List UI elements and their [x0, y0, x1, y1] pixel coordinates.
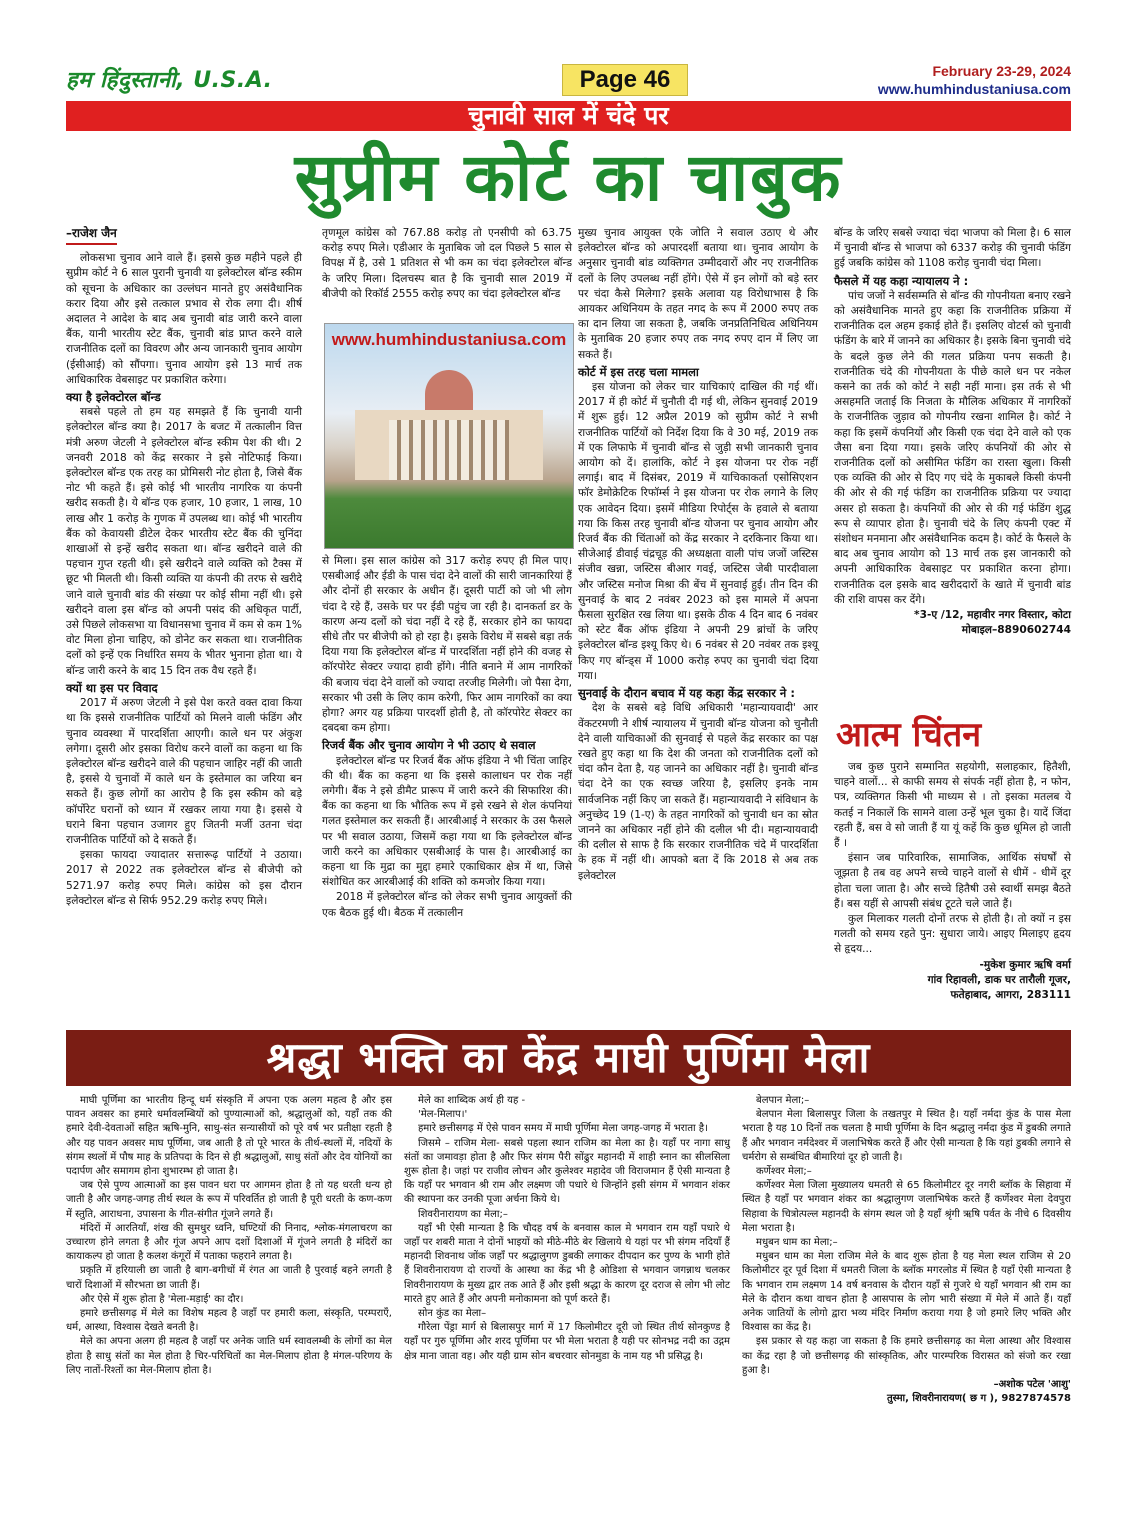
subheading: क्या है इलेक्टोरल बॉन्ड [66, 390, 161, 405]
subheading: क्यों था इस पर विवाद [66, 680, 158, 695]
paragraph: यहाँ भी ऐसी मान्यता है कि चौदह वर्ष के बनवास काल मे भगवान राम यहाँ पधारे थे जहाँ पर शबरी माता ने दोनों भाइयों को मीठे-मीठे बेर खिलाये थे यहां पर भी संगम नदियाँ हैं महानदी शिवनाथ जोंक जहाँ पर श्रद्धालुगण डुबकी लगाकर दीपदान कर पुण्य के भागी होते हैं शिवरीनारायण दो राज्यों के आस्था का केंद्र भी है ओडिशा से भगवान जगन्नाथ चलकर शिवरीनारायण के मुख्य द्वार तक आते हैं और इसी श्रद्धा के कारण दूर दराज से लोग भी लोट मारते हुए आते हैं और अपनी मनोकामना को पूर्ण करते हैं। [404, 1222, 730, 1305]
masthead [66, 60, 1071, 100]
article1-author: –राजेश जैन [66, 226, 117, 245]
paragraph: और ऐसे में शुरू होता है 'मेला-मड़ाई' का दौर। [80, 1293, 244, 1305]
atma-address-line-1: गांव रिहावली, डाक घर तारौली गूजर, [927, 973, 1071, 986]
paragraph: सबसे पहले तो हम यह समझते हैं कि चुनावी यानी इलेक्टोरल बॉन्ड क्या है। 2017 के बजट में तत्कालीन वित्त मंत्री अरुण जेटली ने इलेक्टोरल बॉन्ड स्कीम पेश की थी। 2 जनवरी 2018 को केंद्र सरकार ने इसे नोटिफाई किया। इलेक्टोरल बॉन्ड एक तरह का प्रोमिसरी नोट होता है, जिसे बैंक नोट भी कहते हैं। इसे कोई भी भारतीय नागरिक या कंपनी खरीद सकती है। ये बॉन्ड एक हजार, 10 हजार, 1 लाख, 10 लाख और 1 करोड़ के गुणक में उपलब्ध था। कोई भी भारतीय बैंक को केवायसी डीटेल देकर भारतीय स्टेट बैंक की चुनिंदा शाखाओं से इन्हें खरीद सकता था। बॉन्ड खरीदने वाले की पहचान गुप्त रहती थी। इसे खरीदने वाले व्यक्ति को टैक्स में छूट भी मिलती थी। किसी व्यक्ति या कंपनी की तरफ से खरीदे जाने वाले चुनावी बांड की संख्या पर कोई सीमा नहीं थी। इसे खरीदने वाला इस बॉन्ड को अपनी पसंद की अधिकृत पार्टी, उसे पिछले लोकसभा या विधानसभा चुनाव में कम से कम 1% वोट मिला होना चाहिए, को डोनेट कर सकता था। राजनीतिक दलों को इन्हें एक निर्धारित समय के भीतर भुनाना होता था। ये बॉन्ड जारी करने के बाद 15 दिन तक वैध रहते हैं। [66, 406, 302, 677]
paragraph: मंदिरों में आरतियाँ, शंख की सुमधुर ध्वनि, घण्टियों की निनाद, श्लोक-मंगलाचरण का उच्चारण होने लगता है और गूंज अपने आप दशों दिशाओं में गूंजने लगती है मंदिरों का कायाकल्प हो जाता है कलश कंगूरों में पताका फहराने लगता है। [66, 1222, 392, 1263]
article1-column-2-lower [322, 554, 572, 921]
main-headline: सुप्रीम कोर्ट का चाबुक [294, 139, 843, 216]
paragraph: मधुबन धाम का मेला राजिम मेले के बाद शुरू होता है यह मेला स्थल राजिम से 20 किलोमीटर दूर पूर्व दिशा में धमतरी जिला के ब्लॉक मगरलोड में स्थित है यहाँ ऐसी मान्यता है कि भगवान राम लक्ष्मण 14 वर्ष बनवास के दौरान यहाँ से गुजरे थे यहाँ भगवान श्री राम का मेले के दौरान कथा वाचन होता है आसपास के लोग भारी संख्या में मेले में आते हैं। यहाँ अनेक जातियों के लोगो द्वारा भव्य मंदिर निर्माण कराया गया है जो हमारे लिए भक्ति और विश्वास का केंद्र है। [742, 1251, 1071, 1334]
article1-address: *3-ए /12, महावीर नगर विस्तार, कोटा [914, 609, 1071, 622]
paragraph: इस प्रकार से यह कहा जा सकता है कि हमारे छत्तीसगढ़ का मेला आस्था और विश्वास का केंद्र रहा है जो छत्तीसगढ़ की सांस्कृतिक, और पारम्परिक विरासत को संजो कर रखा हुआ है। [742, 1336, 1071, 1376]
issue-date: February 23-29, 2024 [932, 63, 1071, 79]
paragraph: 'मेल-मिलाप।' [418, 1109, 468, 1121]
paragraph: मेले का अपना अलग ही महत्व है जहाँ पर अनेक जाति धर्म स्वावलम्बी के लोगों का मेल होता है साधु संतों का मेल होता है चिर-परिचितों का मेल-मिलाप होता है मंगल-परिणय के लिए नातों-रिश्तों का मेल-मिलाप होता है। [66, 1336, 392, 1376]
paragraph: लोकसभा चुनाव आने वाले हैं। इससे कुछ महीने पहले ही सुप्रीम कोर्ट ने 6 साल पुरानी चुनावी या इलेक्टोरल बॉन्ड स्कीम को सूचना के अधिकार का उल्लंघन मानते हुए असंवैधानिक करार दिया और इसे तत्काल प्रभाव से रोक लगा दी। शीर्ष अदालत ने आदेश के बाद अब चुनावी बांड जारी करने वाला बैंक, यानी भारतीय स्टेट बैंक, चुनावी बांड प्राप्त करने वाले राजनीतिक दलों का विवरण और अन्य जानकारी चुनाव आयोग (ईसीआई) को सौंपगा। चुनाव आयोग इसे 13 मार्च तक आधिकारिक वेबसाइट पर प्रकाशित करेगा। [66, 252, 302, 386]
paragraph: हमारे छत्तीसगढ़ में ऐसे पावन समय में माघी पूर्णिमा मेला जगह-जगह में भराता है। [418, 1123, 708, 1135]
paragraph: बेलपान मेला;– [756, 1095, 810, 1106]
article1-column-3 [578, 226, 818, 884]
paragraph: देश के सबसे बड़े विधि अधिकारी 'महान्यायवादी' आर वेंकटरमणी ने शीर्ष न्यायालय में चुनावी बॉन्ड योजना को चुनौती देने वाली याचिकाओं की सुनवाई से पहले केंद्र सरकार का पक्ष रखते हुए कहा था कि देश की जनता को राजनीतिक दलों को चंदा कौन देता है, यह जानने का अधिकार नहीं है। चुनावी बॉन्ड चंदा देने का एक स्वच्छ जरिया है, इसलिए इनके नाम सार्वजनिक नहीं किए जा सकते हैं। महान्यायवादी ने संविधान के अनुच्छेद 19 (1-ए) के तहत नागरिकों को चुनावी धन का स्रोत जानने का अधिकार नहीं होने की दलील भी दी। महान्यायवादी की दलील से साफ है कि सरकार राजनीतिक चंदे में पारदर्शिता के हक में नहीं थी। आपको बता दें कि 2018 से अब तक इलेक्टोरल [578, 702, 818, 882]
paragraph: मेले का शाब्दिक अर्थ ही यह - [418, 1095, 526, 1106]
paragraph: इस योजना को लेकर चार याचिकाएं दाखिल की गई थीं। 2017 में ही कोर्ट में चुनौती दी गई थी, लेकिन सुनवाई 2019 में शुरू हुई। 12 अप्रैल 2019 को सुप्रीम कोर्ट ने सभी राजनीतिक पार्टियों को निर्देश दिया कि वे 30 मई, 2019 तक में एक लिफाफे में चुनावी बॉन्ड से जुड़ी सभी जानकारी चुनाव आयोग को दें। हालांकि, कोर्ट ने इस योजना पर रोक नहीं लगाई। बाद में दिसंबर, 2019 में याचिकाकर्ता एसोसिएशन फॉर डेमोक्रेटिक रिफॉर्म्स ने इस योजना पर रोक लगाने के लिए एक आवेदन दिया। इसमें मीडिया रिपोर्ट्स के हवाले से बताया गया कि किस तरह चुनावी बॉन्ड योजना पर चुनाव आयोग और रिजर्व बैंक की चिंताओं को केंद्र सरकार ने दरकिनार किया था। सीजेआई डीवाई चंद्रचूड़ की अध्यक्षता वाली पांच जजों जस्टिस संजीव खन्ना, जस्टिस बीआर गवई, जस्टिस जेबी पारदीवाला और जस्टिस मनोज मिश्रा की बेंच में सुनवाई हुई। तीन दिन की सुनवाई के बाद 2 नवंबर 2023 को इस मामले में अपना फैसला सुरक्षित रख लिया था। इसके ठीक 4 दिन बाद 6 नवंबर को स्टेट बैंक ऑफ इंडिया ने अपनी 29 ब्रांचों के जरिए इलेक्टोरल बॉन्ड इश्यू किए थे। 6 नवंबर से 20 नवंबर तक इश्यू किए गए बॉन्ड्स में 1000 करोड़ रुपए का चुनावी चंदा दिया गया। [578, 381, 818, 682]
subheading: फैसले में यह कहा न्यायालय ने : [834, 273, 969, 288]
article2-address: तुस्मा, शिवरीनारायण( छ ग ), 9827874578 [886, 1393, 1071, 1405]
paragraph: इलेक्टोरल बॉन्ड पर रिजर्व बैंक ऑफ इंडिया ने भी चिंता जाहिर की थी। बैंक का कहना था कि इससे कालाधन पर रोक नहीं लगेगी। बैंक ने इसे डीमैट प्रारूप में जारी करने की सिफारिश की। बैंक का कहना था कि भौतिक रूप में इसे रखने से शेल कंपनियां गलत इस्तेमाल कर सकती हैं। आरबीआई ने सरकार के उस फैसले पर भी सवाल उठाया, जिसमें कहा गया था कि इलेक्टोरल बॉन्ड जारी करने का अधिकार एसबीआई के पास है। आरबीआई का कहना था कि मुद्रा का मुद्दा हमारे एकाधिकार क्षेत्र में था, जिसे संशोधित कर आरबीआई की शक्ति को कमजोर किया गया। [322, 754, 572, 889]
paragraph: 2017 में अरुण जेटली ने इसे पेश करते वक्त दावा किया था कि इससे राजनीतिक पार्टियों को मिलने वाली फंडिंग और चुनाव व्यवस्था में पारदर्शिता आएगी। काले धन पर अंकुश लगेगा। दूसरी ओर इसका विरोध करने वालों का कहना था कि इलेक्टोरल बॉन्ड खरीदने वाले की पहचान जाहिर नहीं की जाती है, इससे ये चुनावों में काले धन के इस्तेमाल का जरिया बन सकते हैं। कुछ लोगों का आरोप है कि इस स्कीम को बड़े कॉर्पोरेट घरानों को ध्यान में रखकर लाया गया है। इससे ये घराने बिना पहचान उजागर हुए जितनी मर्जी उतना चंदा राजनीतिक पार्टियों को दे सकते हैं। [66, 697, 302, 846]
article2-column-3 [742, 1094, 1071, 1406]
paragraph: बॉन्ड के जरिए सबसे ज्यादा चंदा भाजपा को मिला है। 6 साल में चुनावी बॉन्ड से भाजपा को 6337 करोड़ की चुनावी फंडिंग हुई जबकि कांग्रेस को 1108 करोड़ चुनावी चंदा मिला। [834, 227, 1071, 270]
paragraph: मधुबन धाम का मेला;– [756, 1237, 838, 1249]
article1-mobile: मोबाइल–8890602744 [961, 624, 1071, 637]
paragraph: जब कुछ पुराने सम्मानित सहयोगी, सलाहकार, हितैशी, चाहने वालों... से काफी समय से संपर्क नहीं होता है, न फोन, पत्र, व्यक्तिगत किसी भी माध्यम से । तो इसका मतलब ये कतई न निकालें कि सामने वाला उन्हें भूल चुका है। यादें जिंदा रहती हैं, बस वे सो जाती हैं या यूं कहें कि कुछ धूमिल हो जाती हैं । [834, 761, 1071, 850]
atma-address-line-2: फतेहाबाद, आगरा, 283111 [950, 989, 1071, 1002]
paragraph: 2018 में इलेक्टोरल बॉन्ड को लेकर सभी चुनाव आयुक्तों की एक बैठक हुई थी। बैठक में तत्कालीन [322, 891, 572, 919]
paragraph: तृणमूल कांग्रेस को 767.88 करोड़ तो एनसीपी को 63.75 करोड़ रुपए मिले। एडीआर के मुताबिक जो दल पिछले 5 साल से विपक्ष में है, उसे 1 प्रतिशत से भी कम का चंदा इलेक्टोरल बॉन्ड के जरिए मिला। दिलचस्प बात है कि चुनावी साल 2019 में बीजेपी को रिकॉर्ड 2555 करोड़ रुपए का चंदा इलेक्टोरल बॉन्ड [322, 227, 572, 300]
atma-chintan-body [834, 760, 1071, 1003]
paragraph: इंसान जब पारिवारिक, सामाजिक, आर्थिक संघर्षों से जूझता है तब वह अपने सच्चे चाहने वालों से धीमें - धीमें दूर होता चला जाता है। और सच्चे हितैषी उसे स्वार्थी समझ बैठते हैं। बस यहीं से आपसी संबंध टूटते चले जाते हैं। [834, 852, 1071, 910]
paragraph: इसका फायदा ज्यादातर सत्तारूढ़ पार्टियों ने उठाया। 2017 से 2022 तक इलेक्टोरल बॉन्ड से बीजेपी को 5271.97 करोड़ रुपए मिले। कांग्रेस को इस दौरान इलेक्टोरल बॉन्ड से सिर्फ 952.29 करोड़ रुपए मिले। [66, 849, 302, 907]
kicker-banner: चुनावी साल में चंदे पर [66, 101, 1071, 131]
article1-column-4 [834, 226, 1071, 638]
dome-shape [425, 370, 473, 410]
article1-column-2 [322, 226, 572, 302]
brand-logo: हम हिंदुस्तानी, U.S.A. [66, 68, 273, 93]
subheading: सुनवाई के दौरान बचाव में यह कहा केंद्र सरकार ने : [578, 686, 795, 701]
website-link[interactable]: www.humhindustaniusa.com [877, 81, 1071, 97]
paragraph: कुल मिलाकर गलती दोनों तरफ से होती है। तो क्यों न इस गलती को समय रहते पुन: सुधारा जाये। आइए मिलाइए हृदय से हृदय... [834, 913, 1071, 956]
paragraph: से मिला। इस साल कांग्रेस को 317 करोड़ रुपए ही मिल पाए। एसबीआई और ईडी के पास चंदा देने वालों की सारी जानकारियां हैं और दोनों ही सरकार के अधीन हैं। दूसरी पार्टी को जो भी लोग चंदा दे रहे हैं, उसके घर पर ईडी पहुंच जा रही है। दानकर्ता डर के कारण अन्य दलों को चंदा नहीं दे रहे हैं, सरकार होने का फायदा सीधे तौर पर बीजेपी को हो रहा है। इसके विरोध में सबसे बड़ा तर्क दिया गया कि इलेक्टोरल बॉन्ड में पारदर्शिता नहीं होने की वजह से कॉरपोरेट सेक्टर ज्यादा हावी होंगे। नीति बनाने में आम नागरिकों की बजाय चंदा देने वालों को ज्यादा तरजीह मिलेगी। जो पैसा देगा, सरकार भी उसी के लिए काम करेगी, फिर आम नागरिकों का क्या होगा? अगर यह प्रक्रिया पारदर्शी होती है, तो कॉरपोरेट सेक्टर का दबदबा कम होगा। [322, 555, 572, 735]
subheading: कोर्ट में इस तरह चला मामला [578, 364, 699, 379]
paragraph: जब ऐसे पुण्य आत्माओं का इस पावन धरा पर आगमन होता है तो यह धरती धन्य हो जाती है और जगह-जगह तीर्थ स्थल के रूप में परिवर्तित हो जाती है पूरी धरती के कण-कण में स्तुति, आराधना, उपासना के गीत-संगीत गूंजने लगते हैं। [66, 1180, 392, 1220]
paragraph: गौरेला पेंड्रा मार्ग से बिलासपुर मार्ग में 17 किलोमीटर दूरी जो स्थित तीर्थ सोनकुण्ड है यहाँ पर गुरु पूर्णिमा और शरद पूर्णिमा पर भी मेला भराता है यही पर सोनभद्र नदी का उद्गम क्षेत्र माना जाता वह। और यही ग्राम सोन बचरवार सोनमुडा के नाम यह भी प्रसिद्ध है। [404, 1322, 730, 1362]
page-number: Page 46 [562, 64, 688, 96]
paragraph: पांच जजों ने सर्वसम्मति से बॉन्ड की गोपनीयता बनाए रखने को असंवैधानिक मानते हुए कहा कि राजनीतिक प्रक्रिया में राजनीतिक दल अहम इकाई होते हैं। इसलिए वोटर्स को चुनावी फंडिंग के बारे में जानने का अधिकार है। इसके बिना चुनावी चंदे के बदले कुछ लेने की गलत प्रक्रिया पनप सकती है। राजनीतिक चंदे की गोपनीयता के पीछे काले धन पर नकेल कसने का तर्क को कोर्ट ने सही नहीं माना। इस तर्क से भी असहमति जताई कि निजता के मौलिक अधिकार में नागरिकों के राजनीतिक जुड़ाव को गोपनीय रखना शामिल है। कोर्ट ने कहा कि इसमें कंपनियों और किसी एक चंदा देने वाले को एक जैसा बना दिया गया। इसके जरिए कंपनियों की ओर से राजनीतिक दलों को असीमित फंडिंग का रास्ता खुला। किसी एक व्यक्ति की ओर से दिए गए चंदे के मुकाबले किसी कंपनी की ओर से की गई फंडिंग का राजनीतिक प्रक्रिया पर ज्यादा असर हो सकता है। कंपनियों की ओर से की गई फंडिंग शुद्ध रूप से व्यापार होता है। चुनावी चंदे के लिए कंपनी एक्ट में संशोधन मनमाना और असंवैधानिक कदम है। कोर्ट के फैसले के बाद अब चुनाव आयोग को 13 मार्च तक इस जानकारी को अपनी आधिकारिक वेबसाइट पर प्रकाशित करना होगा। राजनीतिक दल इसके बाद खरीददारों के खाते में चुनावी बांड की राशि वापस कर देंगे। [834, 289, 1071, 606]
paragraph: माघी पूर्णिमा का भारतीय हिन्दू धर्म संस्कृति में अपना एक अलग महत्व है और इस पावन अवसर का हमारे धर्मावलम्बियों को पुण्यात्माओं को, श्रद्धालुओं को, यहाँ तक की हमारे देवी-देवताओं सहित ऋषि-मुनि, साधु-संत सन्यासीयों को पूरे वर्ष भर प्रतीक्षा रहती है और यह पावन अवसर माघ पूर्णिमा, जब आती है तो पूरे भारत के तीर्थ-स्थलों में, नदियों के संगम स्थलों में पौष माह के प्रतिपदा के दिन से ही श्रद्धालुओं, साधु संतों और देव योनियों का पदार्पण और समागम होना शुभारम्भ हो जाता है। [66, 1095, 392, 1178]
supreme-court-photo [324, 323, 574, 549]
photo-watermark: www.humhindustaniusa.com [331, 330, 567, 349]
paragraph: शिवरीनारायण का मेला;– [418, 1208, 508, 1220]
subheading: रिजर्व बैंक और चुनाव आयोग ने भी उठाए थे सवाल [322, 738, 536, 753]
newspaper-page [66, 60, 1071, 1500]
paragraph: मुख्य चुनाव आयुक्त एके जोति ने सवाल उठाए थे और इलेक्टोरल बॉन्ड को अपारदर्शी बताया था। चुनाव आयोग के अनुसार चुनावी बांड व्यक्तिगत उम्मीदवारों और नए राजनीतिक दलों के लिए उपलब्ध नहीं होंगे। ऐसे में इन लोगों को बड़े स्तर पर चंदा कैसे मिलेगा? इसके अलावा यह विरोधाभास है कि आयकर अधिनियम के तहत नगद के रूप में 2000 रुपए तक का दान लिया जा सकता है, जबकि जनप्रतिनिधित्व अधिनियम के मुताबिक 20 हजार रुपए तक नगद रुपए दान में लिए जा सकते हैं। [578, 227, 818, 361]
article2-column-2 [404, 1094, 730, 1364]
article2-column-1 [66, 1094, 392, 1378]
columns-shape [389, 420, 509, 480]
article2-headline: श्रद्धा भक्ति का केंद्र माघी पुर्णिमा मेला [66, 1030, 1071, 1086]
paragraph: कर्णेश्वर मेला जिला मुख्यालय धमतरी से 65 किलोमीटर दूर नगरी ब्लॉक के सिहावा में स्थित है यहाँ पर भगवान शंकर का श्रद्धालुगण जलाभिषेक करते हैं कर्णेश्वर मेला देवपुरा सिहावा के चित्रोत्पल्ल महानदी के संगम स्थल जो है यहाँ श्रृंगी ऋषि पर्वत के नीचे 6 दिवसीय मेला भराता है। [742, 1180, 1071, 1234]
article2-author: –अशोक पटेल 'आशु' [993, 1379, 1071, 1391]
article1-column-1 [66, 226, 302, 909]
atma-chintan-title: आत्म चिंतन [836, 715, 982, 755]
paragraph: सोन कुंड का मेला– [418, 1308, 487, 1320]
paragraph: जिसमे – राजिम मेला- सबसे पहला स्थान राजिम का मेला का है। यहाँ पर नागा साधु संतों का जमावड़ा होता है और फिर संगम पैरी सोंढुर महानदी में शाही स्नान का सीलसिला शुरू होता है। जहां पर राजीव लोचन और कुलेश्वर महादेव जी विराजमान हैं ऐसी मान्यता है कि यहाँ पर भगवान श्री राम और लक्ष्मण जी पधारे थे जिन्होंने इसी संगम में भगवान शंकर की स्थापना कर उनकी पूजा अर्चना किये थे। [404, 1137, 730, 1206]
paragraph: कर्णेश्वर मेला;– [756, 1166, 812, 1178]
atma-author: -मुकेश कुमार ऋषि वर्मा [979, 958, 1071, 971]
paragraph: हमारे छत्तीसगढ़ में मेले का विशेष महत्व है जहाँ पर हमारी कला, संस्कृति, परम्पराएँ, धर्म, आस्था, विश्वास देखते बनती है। [66, 1308, 392, 1334]
paragraph: प्रकृति में हरियाली छा जाती है बाग-बगीचों में रंगत आ जाती है पुरवाई बहने लगती है चारों दिशाओं में सौरभता छा जाती हैं। [66, 1265, 392, 1291]
paragraph: बेलपान मेला बिलासपुर जिला के तखतपुर मे स्थित है। यहाँ नर्मदा कुंड के पास मेला भराता है यह 10 दिनों तक चलता है माघी पूर्णिमा के दिन श्रद्धालु नर्मदा कुंड में डुबकी लगाते हैं और भगवान नर्मदेश्वर में जलाभिषेक करते हैं और ऐसी मान्यता है कि यहां डुबकी लगाने से चर्मरोग से सम्बंधित बीमारियां दूर हो जाती है। [742, 1109, 1071, 1163]
